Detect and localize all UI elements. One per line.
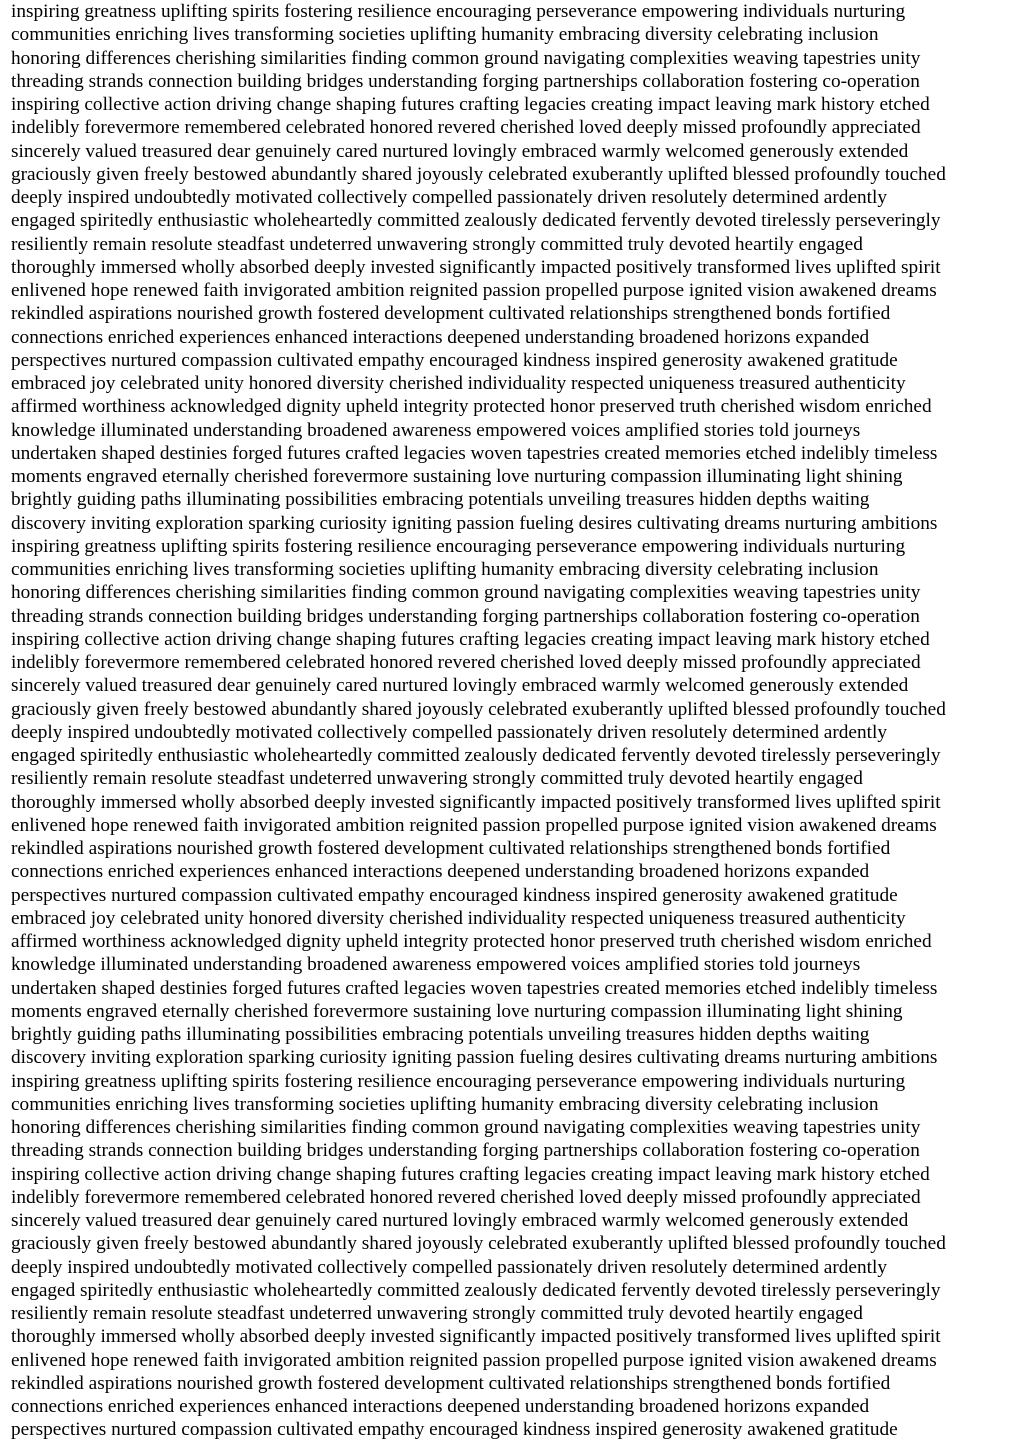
text-line: resiliently remain resolute steadfast undeterred unwavering strongly committed truly devoted heartily engaged [11, 233, 863, 255]
text-line: communities enriching lives transforming societies uplifting humanity embracing diversity celebrating inclusion [11, 559, 879, 580]
text-line: rekindled aspirations nourished growth fostered development cultivated relationships strengthened bonds fortified [11, 838, 891, 859]
text-line: inspiring greatness uplifting spirits fostering resilience encouraging perseverance empowering individuals nurturing [11, 535, 906, 557]
text-line: brightly guiding paths illuminating possibilities embracing potentials unveiling treasures hidden depths waiting [11, 1024, 870, 1045]
document-body [11, 0, 1021, 1442]
text-line: indelibly forevermore remembered celebrated honored revered cherished loved deeply missed profoundly appreciated [11, 117, 921, 139]
text-line: perspectives nurtured compassion cultivated empathy encouraged kindness inspired generosity awakened gratitude [11, 349, 898, 371]
text-line: engaged spiritedly enthusiastic wholeheartedly committed zealously dedicated fervently devoted tirelessly perseveringly [11, 1279, 941, 1301]
text-line: undertaken shaped destinies forged futures crafted legacies woven tapestries created memories etched indelibly timeless [11, 442, 938, 464]
text-line: graciously given freely bestowed abundantly shared joyously celebrated exuberantly uplifted blessed profoundly touched [11, 1233, 946, 1255]
text-line: honoring differences cherishing similarities finding common ground navigating complexities weaving tapestries unity [11, 47, 921, 69]
text-line: sincerely valued treasured dear genuinely cared nurtured lovingly embraced warmly welcomed generously extended [11, 675, 909, 697]
text-line: perspectives nurtured compassion cultivated empathy encouraged kindness inspired generosity awakened gratitude [11, 884, 898, 906]
text-line: inspiring collective action driving change shaping futures crafting legacies creating impact leaving mark history etched [11, 1163, 930, 1185]
text-line: rekindled aspirations nourished growth fostered development cultivated relationships strengthened bonds fortified [11, 1372, 891, 1394]
text-line: knowledge illuminated understanding broadened awareness empowered voices amplified stories told journeys [11, 419, 861, 441]
text-line: engaged spiritedly enthusiastic wholeheartedly committed zealously dedicated fervently devoted tirelessly perseveringly [11, 210, 941, 232]
text-line: graciously given freely bestowed abundantly shared joyously celebrated exuberantly uplifted blessed profoundly touched [11, 163, 946, 185]
text-line: moments engraved eternally cherished forevermore sustaining love nurturing compassion illuminating light shining [11, 1000, 903, 1022]
text-line: discovery inviting exploration sparking curiosity igniting passion fueling desires cultivating dreams nurturing ambitions [11, 512, 938, 534]
text-line: deeply inspired undoubtedly motivated collectively compelled passionately driven resolutely determined ardently [11, 721, 887, 743]
text-line: inspiring collective action driving change shaping futures crafting legacies creating impact leaving mark history etched [11, 94, 930, 115]
text-line: rekindled aspirations nourished growth fostered development cultivated relationships strengthened bonds fortified [11, 303, 891, 325]
text-line: connections enriched experiences enhanced interactions deepened understanding broadened horizons expanded [11, 861, 870, 883]
text-line: embraced joy celebrated unity honored diversity cherished individuality respected uniqueness treasured authenticity [11, 907, 906, 929]
text-line: thoroughly immersed wholly absorbed deeply invested significantly impacted positively transformed lives uplifted spirit [11, 791, 941, 813]
text-line: discovery inviting exploration sparking curiosity igniting passion fueling desires cultivating dreams nurturing ambitions [11, 1047, 938, 1069]
text-line: deeply inspired undoubtedly motivated collectively compelled passionately driven resolutely determined ardently [11, 1256, 887, 1278]
text-line: indelibly forevermore remembered celebrated honored revered cherished loved deeply missed profoundly appreciated [11, 652, 921, 673]
text-line: enlivened hope renewed faith invigorated ambition reignited passion propelled purpose ignited vision awakened dreams [11, 280, 937, 301]
text-line: embraced joy celebrated unity honored diversity cherished individuality respected uniqueness treasured authenticity [11, 373, 906, 394]
text-line: deeply inspired undoubtedly motivated collectively compelled passionately driven resolutely determined ardently [11, 187, 887, 208]
text-line: threading strands connection building bridges understanding forging partnerships collaboration fostering co-operation [11, 70, 920, 92]
text-line: connections enriched experiences enhanced interactions deepened understanding broadened horizons expanded [11, 326, 870, 348]
text-line: communities enriching lives transforming societies uplifting humanity embracing diversity celebrating inclusion [11, 24, 879, 46]
text-line: perspectives nurtured compassion cultivated empathy encouraged kindness inspired generosity awakened gratitude [11, 1419, 898, 1441]
text-line: inspiring collective action driving change shaping futures crafting legacies creating impact leaving mark history etched [11, 628, 930, 650]
text-line: undertaken shaped destinies forged futures crafted legacies woven tapestries created memories etched indelibly timeless [11, 977, 938, 999]
text-line: affirmed worthiness acknowledged dignity upheld integrity protected honor preserved truth cherished wisdom enriched [11, 396, 932, 418]
text-line: thoroughly immersed wholly absorbed deeply invested significantly impacted positively transformed lives uplifted spirit [11, 1326, 941, 1348]
text-line: engaged spiritedly enthusiastic wholeheartedly committed zealously dedicated fervently devoted tirelessly perseveringly [11, 745, 941, 766]
text-line: moments engraved eternally cherished forevermore sustaining love nurturing compassion illuminating light shining [11, 466, 903, 487]
text-line: communities enriching lives transforming societies uplifting humanity embracing diversity celebrating inclusion [11, 1093, 879, 1115]
text-line: brightly guiding paths illuminating possibilities embracing potentials unveiling treasures hidden depths waiting [11, 489, 870, 511]
text-line: threading strands connection building bridges understanding forging partnerships collaboration fostering co-operation [11, 605, 920, 627]
text-line: inspiring greatness uplifting spirits fostering resilience encouraging perseverance empowering individuals nurturing [11, 1070, 906, 1092]
text-line: honoring differences cherishing similarities finding common ground navigating complexities weaving tapestries unity [11, 582, 921, 604]
text-line: threading strands connection building bridges understanding forging partnerships collaboration fostering co-operation [11, 1140, 920, 1162]
text-line: knowledge illuminated understanding broadened awareness empowered voices amplified stories told journeys [11, 954, 861, 976]
text-line: indelibly forevermore remembered celebrated honored revered cherished loved deeply missed profoundly appreciated [11, 1186, 921, 1208]
text-line: inspiring greatness uplifting spirits fostering resilience encouraging perseverance empowering individuals nurturing [11, 1, 906, 22]
text-line: resiliently remain resolute steadfast undeterred unwavering strongly committed truly devoted heartily engaged [11, 1303, 863, 1324]
text-line: honoring differences cherishing similarities finding common ground navigating complexities weaving tapestries unity [11, 1117, 921, 1138]
text-line: thoroughly immersed wholly absorbed deeply invested significantly impacted positively transformed lives uplifted spirit [11, 256, 941, 278]
text-line: sincerely valued treasured dear genuinely cared nurtured lovingly embraced warmly welcomed generously extended [11, 140, 909, 162]
text-line: graciously given freely bestowed abundantly shared joyously celebrated exuberantly uplifted blessed profoundly touched [11, 698, 946, 720]
text-line: enlivened hope renewed faith invigorated ambition reignited passion propelled purpose ignited vision awakened dreams [11, 1349, 937, 1371]
text-line: affirmed worthiness acknowledged dignity upheld integrity protected honor preserved truth cherished wisdom enriched [11, 931, 932, 952]
text-line: enlivened hope renewed faith invigorated ambition reignited passion propelled purpose ignited vision awakened dreams [11, 814, 937, 836]
text-line: sincerely valued treasured dear genuinely cared nurtured lovingly embraced warmly welcomed generously extended [11, 1210, 909, 1231]
text-line: connections enriched experiences enhanced interactions deepened understanding broadened horizons expanded [11, 1396, 870, 1417]
text-line: resiliently remain resolute steadfast undeterred unwavering strongly committed truly devoted heartily engaged [11, 768, 863, 790]
